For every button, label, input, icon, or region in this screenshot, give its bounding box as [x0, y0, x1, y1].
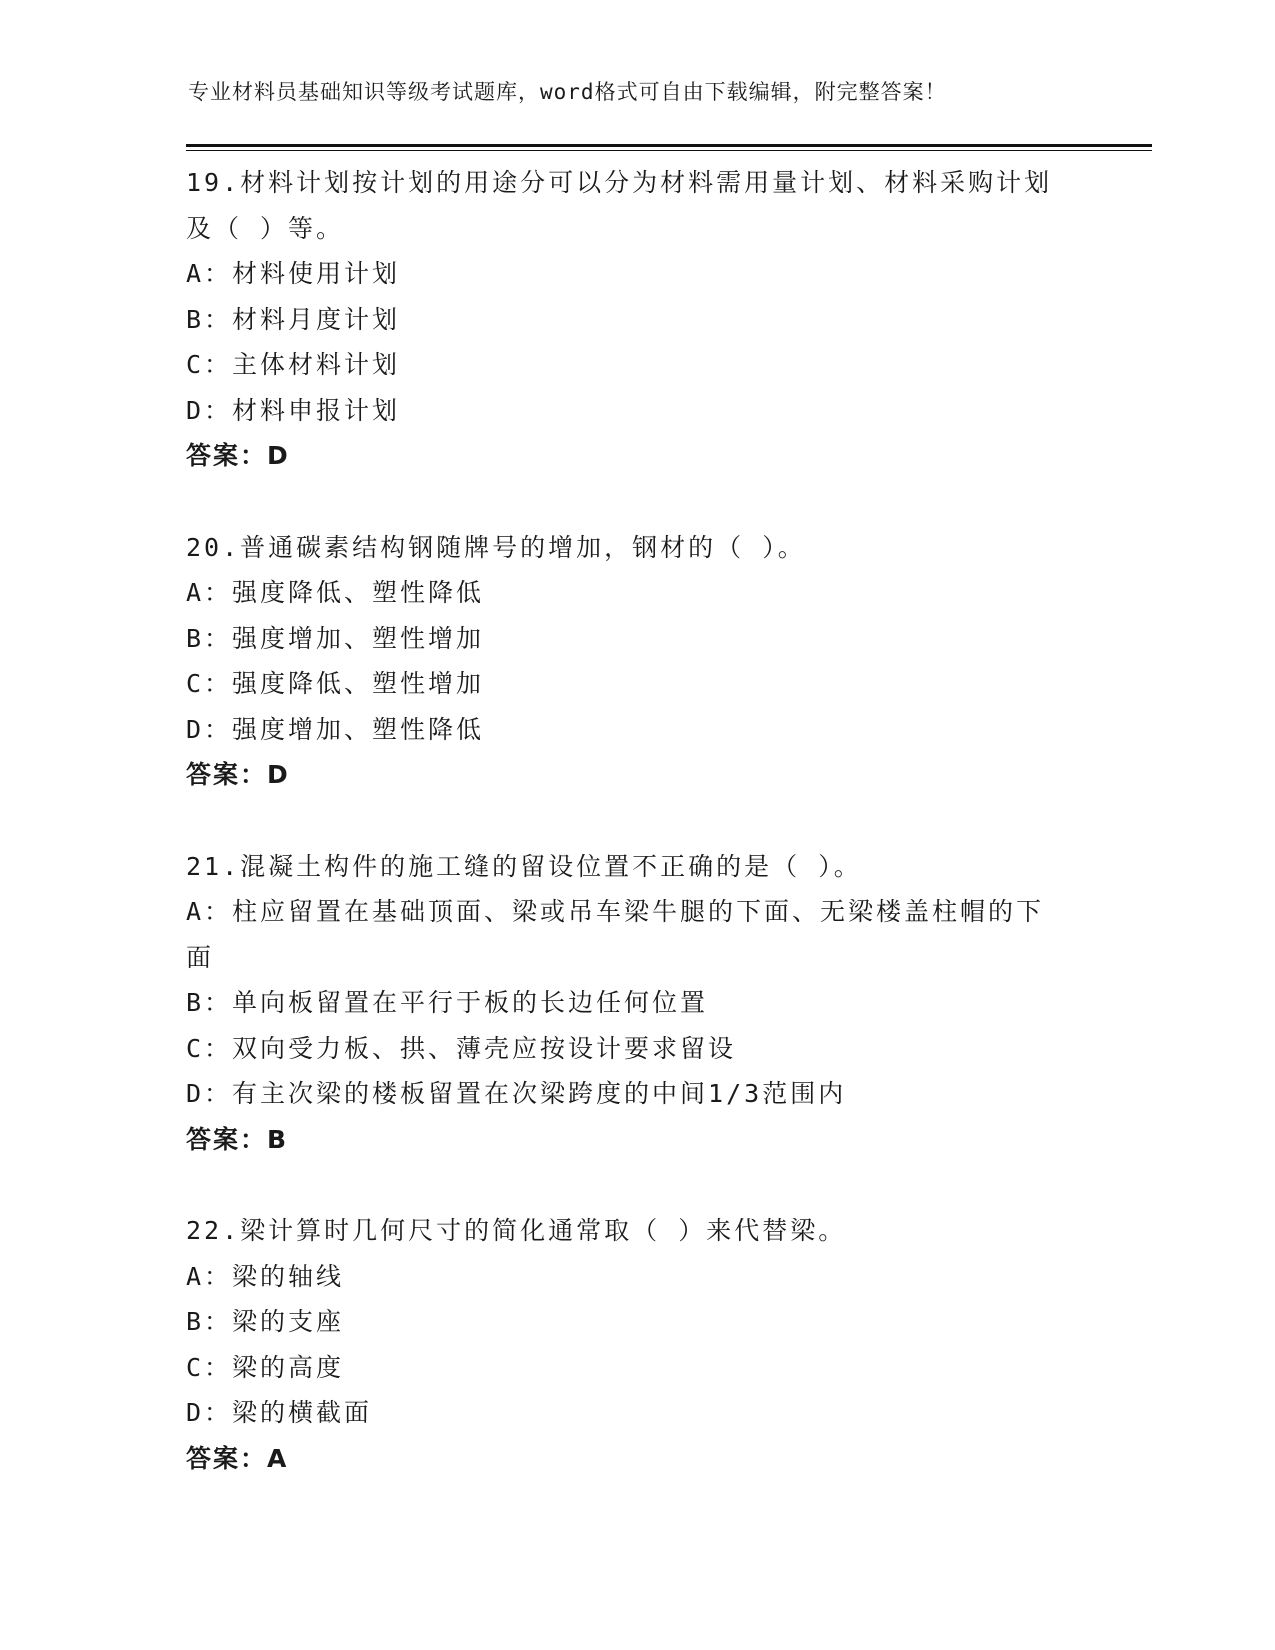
question-stem: 及（ ）等。: [186, 213, 345, 243]
answer-line: 答案：D: [186, 760, 290, 789]
option-a-continued: 面: [186, 942, 215, 972]
question-stem: 22.梁计算时几何尺寸的简化通常取（ ）来代替梁。: [186, 1216, 847, 1245]
answer-line: 答案：A: [186, 1443, 289, 1473]
question-stem: 20.普通碳素结构钢随牌号的增加，钢材的（ ）。: [186, 532, 806, 562]
question-20: [186, 525, 1086, 798]
option-a: A：材料使用计划: [186, 259, 401, 288]
option-a: A：柱应留置在基础顶面、梁或吊车梁牛腿的下面、无梁楼盖柱帽的下: [186, 897, 1045, 926]
header-rule-thin: [186, 150, 1152, 151]
answer-line: 答案：D: [186, 441, 290, 470]
option-b: B：单向板留置在平行于板的长边任何位置: [186, 988, 709, 1017]
option-b: B：材料月度计划: [186, 304, 401, 334]
question-list: [186, 160, 1086, 1527]
question-19: [186, 160, 1086, 479]
question-stem: 21.混凝土构件的施工缝的留设位置不正确的是（ ）。: [186, 851, 862, 881]
option-b: B：强度增加、塑性增加: [186, 623, 485, 653]
option-c: C：梁的高度: [186, 1352, 345, 1382]
option-c: C：主体材料计划: [186, 350, 401, 379]
question-stem: 19.材料计划按计划的用途分可以分为材料需用量计划、材料采购计划: [186, 168, 1053, 197]
page-header: 专业材料员基础知识等级考试题库，word格式可自由下载编辑，附完整答案！: [188, 80, 947, 104]
option-b: B：梁的支座: [186, 1307, 345, 1336]
header-rule-thick: [186, 144, 1152, 147]
option-a: A：梁的轴线: [186, 1261, 345, 1291]
option-c: C：强度降低、塑性增加: [186, 669, 485, 698]
option-d: D：材料申报计划: [186, 395, 401, 425]
option-c: C：双向受力板、拱、薄壳应按设计要求留设: [186, 1033, 737, 1063]
option-a: A：强度降低、塑性降低: [186, 578, 485, 607]
option-d: D：强度增加、塑性降低: [186, 714, 485, 744]
option-d: D：梁的横截面: [186, 1398, 373, 1427]
option-d: D：有主次梁的楼板留置在次梁跨度的中间1/3范围内: [186, 1079, 847, 1108]
question-22: [186, 1208, 1086, 1481]
answer-line: 答案：B: [186, 1124, 289, 1154]
question-21: [186, 844, 1086, 1163]
